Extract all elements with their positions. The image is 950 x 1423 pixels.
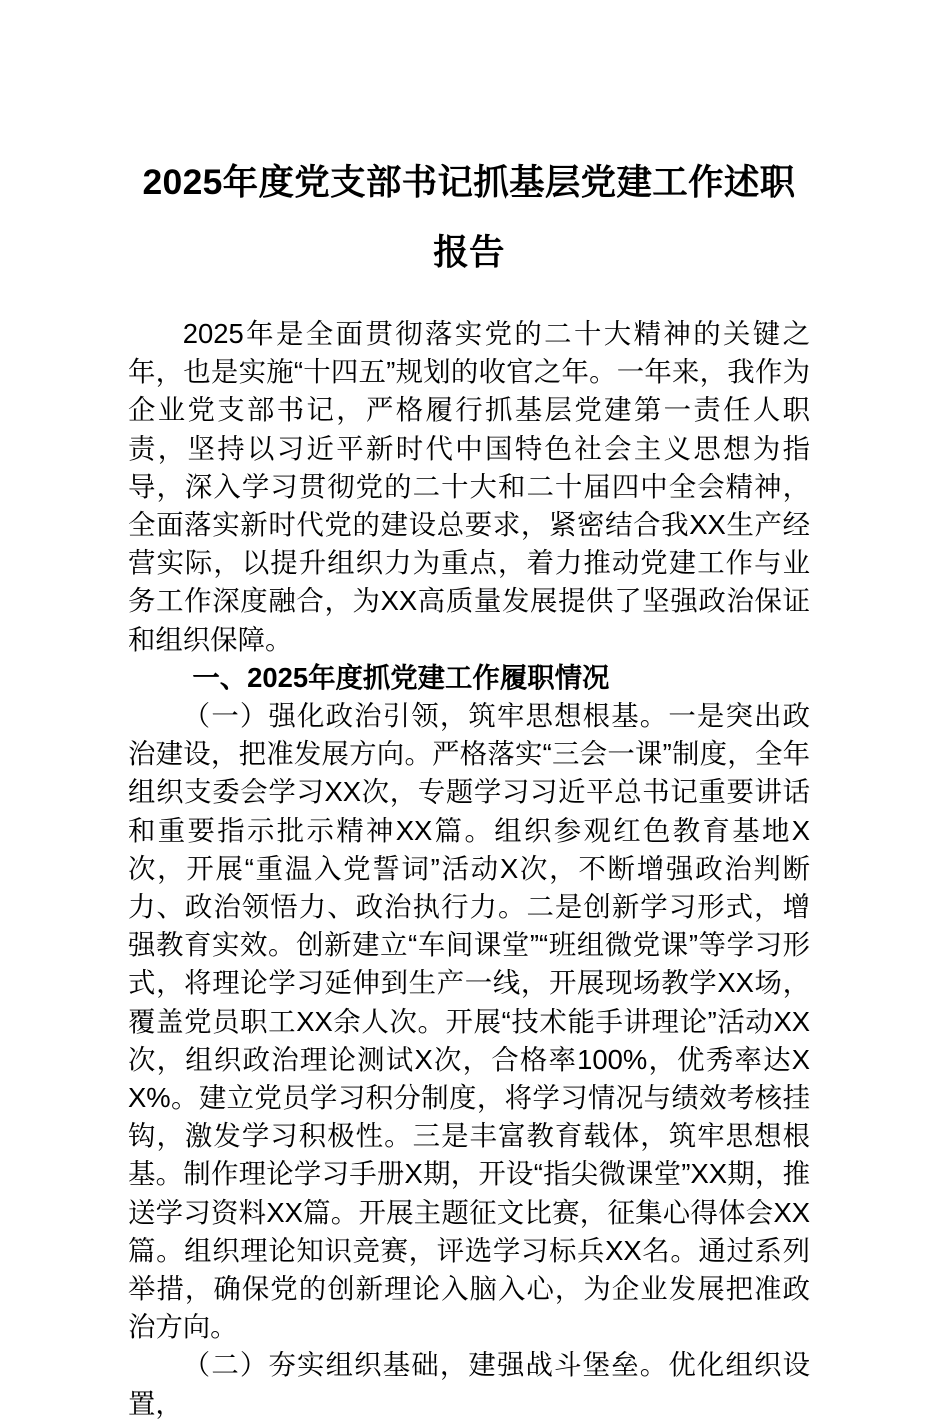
document-text-column bbox=[128, 0, 810, 1423]
section-heading-1: 一、2025年度抓党建工作履职情况 bbox=[192, 661, 610, 693]
paragraph-intro: 2025年是全面贯彻落实党的二十大精神的关键之年，也是实施“十四五”规划的收官之年。一年来，我作为企业党支部书记，严格履行抓基层党建第一责任人职责，坚持以习近平新时代中国特色社会主义思想为指导，深入学习贯彻党的二十大和二十届四中全会精神，全面落实新时代党的建设总要求，紧密结合我XX生产经营实际，以提升组织力为重点，着力推动党建工作与业务工作深度融合，为XX高质量发展提供了坚强政治保证和组织保障。 bbox=[128, 318, 810, 655]
page-title-line-2: 报告 bbox=[433, 232, 505, 272]
page-title bbox=[128, 0, 810, 287]
page-title-line-1: 2025年度党支部书记抓基层党建工作述职 bbox=[142, 162, 796, 202]
paragraph-section-1-item-2: （二）夯实组织基础，建强战斗堡垒。优化组织设置， bbox=[128, 1349, 810, 1419]
paragraph-section-1-item-1: （一）强化政治引领，筑牢思想根基。一是突出政治建设，把准发展方向。严格落实“三会一课”制度，全年组织支委会学习XX次，专题学习习近平总书记重要讲话和重要指示批示精神XX篇。组织参观红色教育基地X次，开展“重温入党誓词”活动X次，不断增强政治判断力、政治领悟力、政治执行力。二是创新学习形式，增强教育实效。创新建立“车间课堂”“班组微党课”等学习形式，将理论学习延伸到生产一线，开展现场教学XX场，覆盖党员职工XX余人次。开展“技术能手讲理论”活动XX次，组织政治理论测试X次，合格率100%，优秀率达XX%。建立党员学习积分制度，将学习情况与绩效考核挂钩，激发学习积极性。三是丰富教育载体，筑牢思想根基。制作理论学习手册X期，开设“指尖微课堂”XX期，推送学习资料XX篇。开展主题征文比赛，征集心得体会XX篇。组织理论知识竞赛，评选学习标兵XX名。通过系列举措，确保党的创新理论入脑入心，为企业发展把准政治方向。 bbox=[128, 700, 810, 1343]
